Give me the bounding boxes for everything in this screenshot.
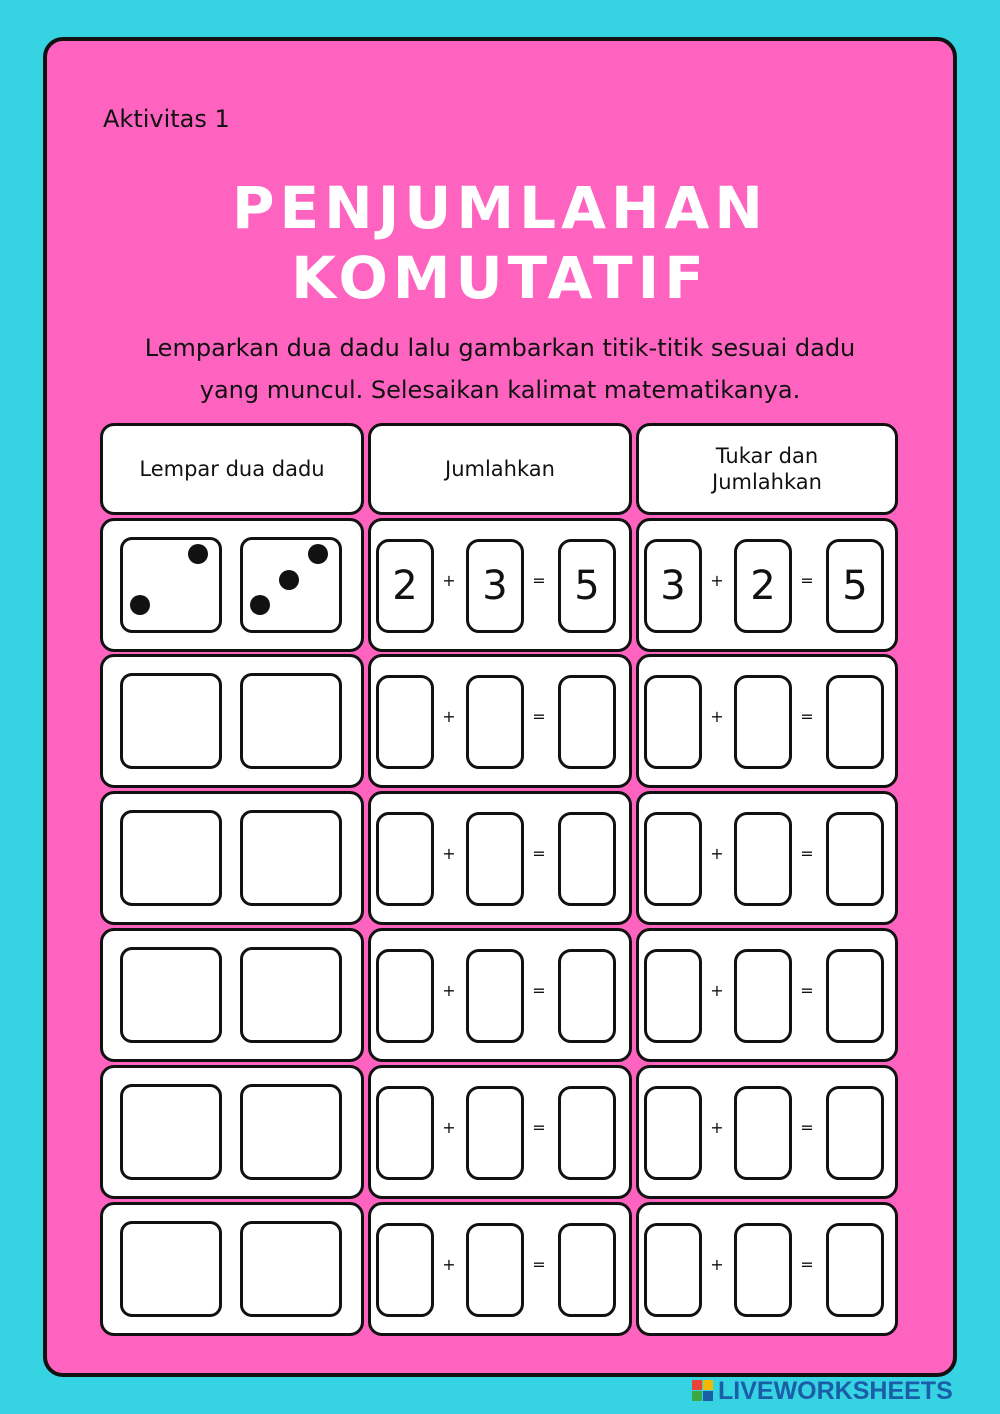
answer-row-4-add-cell bbox=[368, 1065, 632, 1199]
plus-sign: + bbox=[710, 981, 724, 1000]
example-row-dice-cell bbox=[100, 518, 364, 652]
die-pip bbox=[308, 544, 328, 564]
equals-sign: = bbox=[800, 707, 814, 726]
add-number-box[interactable] bbox=[466, 1086, 524, 1180]
plus-sign: + bbox=[442, 1118, 456, 1137]
header-swap-line-1: Tukar dan bbox=[715, 444, 819, 468]
equals-sign: = bbox=[800, 844, 814, 863]
add-number-box[interactable] bbox=[376, 1223, 434, 1317]
swap-number-box[interactable] bbox=[826, 1223, 884, 1317]
die-face bbox=[120, 537, 222, 633]
footer-brand-text: LIVEWORKSHEETS bbox=[718, 1376, 953, 1405]
die-drawing-box[interactable] bbox=[120, 673, 222, 769]
equals-sign: = bbox=[532, 707, 546, 726]
answer-row-4-dice-cell bbox=[100, 1065, 364, 1199]
die-drawing-box[interactable] bbox=[120, 947, 222, 1043]
liveworksheets-logo-icon bbox=[692, 1380, 714, 1402]
answer-row-4-swap-cell bbox=[636, 1065, 898, 1199]
die-drawing-box[interactable] bbox=[240, 1084, 342, 1180]
swap-number-box[interactable] bbox=[734, 1223, 792, 1317]
plus-sign: + bbox=[442, 844, 456, 863]
header-swap-line-2: Jumlahkan bbox=[712, 470, 822, 494]
add-number-box: 5 bbox=[558, 539, 616, 633]
answer-row-3-swap-cell bbox=[636, 928, 898, 1062]
plus-sign: + bbox=[442, 707, 456, 726]
swap-number-box[interactable] bbox=[644, 812, 702, 906]
swap-number-box[interactable] bbox=[644, 949, 702, 1043]
example-row-swap-cell bbox=[636, 518, 898, 652]
title-line-2: KOMUTATIF bbox=[291, 244, 709, 312]
swap-number-box: 5 bbox=[826, 539, 884, 633]
equals-sign: = bbox=[532, 1118, 546, 1137]
swap-number-box[interactable] bbox=[644, 1223, 702, 1317]
answer-row-3-dice-cell bbox=[100, 928, 364, 1062]
instructions-line-2: yang muncul. Selesaikan kalimat matematikanya. bbox=[199, 376, 801, 404]
answer-row-2-dice-cell bbox=[100, 791, 364, 925]
footer-brand bbox=[692, 1376, 953, 1406]
die-drawing-box[interactable] bbox=[120, 1084, 222, 1180]
plus-sign: + bbox=[442, 571, 456, 590]
swap-number-box: 3 bbox=[644, 539, 702, 633]
equals-sign: = bbox=[800, 1118, 814, 1137]
answer-row-2-add-cell bbox=[368, 791, 632, 925]
add-number-box[interactable] bbox=[376, 949, 434, 1043]
swap-number-box[interactable] bbox=[826, 675, 884, 769]
swap-number-box[interactable] bbox=[644, 675, 702, 769]
answer-row-1-dice-cell bbox=[100, 654, 364, 788]
die-pip bbox=[279, 570, 299, 590]
equals-sign: = bbox=[800, 1255, 814, 1274]
activity-label: Aktivitas 1 bbox=[103, 105, 230, 133]
add-number-box[interactable] bbox=[558, 949, 616, 1043]
equals-sign: = bbox=[532, 981, 546, 1000]
answer-row-5-swap-cell bbox=[636, 1202, 898, 1336]
swap-number-box[interactable] bbox=[734, 949, 792, 1043]
swap-number-box[interactable] bbox=[826, 1086, 884, 1180]
header-add-label: Jumlahkan bbox=[445, 457, 555, 481]
die-drawing-box[interactable] bbox=[240, 810, 342, 906]
die-pip bbox=[188, 544, 208, 564]
answer-row-5-dice-cell bbox=[100, 1202, 364, 1336]
header-dice-label: Lempar dua dadu bbox=[139, 457, 325, 481]
equals-sign: = bbox=[532, 571, 546, 590]
die-pip bbox=[130, 595, 150, 615]
die-drawing-box[interactable] bbox=[120, 810, 222, 906]
instructions-line-1: Lemparkan dua dadu lalu gambarkan titik-titik sesuai dadu bbox=[144, 334, 856, 362]
plus-sign: + bbox=[710, 571, 724, 590]
swap-number-box: 2 bbox=[734, 539, 792, 633]
instructions bbox=[47, 327, 953, 411]
example-row-add-cell bbox=[368, 518, 632, 652]
add-number-box[interactable] bbox=[466, 1223, 524, 1317]
add-number-box[interactable] bbox=[376, 812, 434, 906]
plus-sign: + bbox=[710, 844, 724, 863]
plus-sign: + bbox=[442, 1255, 456, 1274]
answer-row-5-add-cell bbox=[368, 1202, 632, 1336]
answer-row-1-add-cell bbox=[368, 654, 632, 788]
equals-sign: = bbox=[532, 1255, 546, 1274]
equals-sign: = bbox=[532, 844, 546, 863]
equals-sign: = bbox=[800, 571, 814, 590]
die-face bbox=[240, 537, 342, 633]
swap-number-box[interactable] bbox=[826, 812, 884, 906]
add-number-box[interactable] bbox=[466, 675, 524, 769]
swap-number-box[interactable] bbox=[644, 1086, 702, 1180]
header-swap bbox=[636, 423, 898, 515]
plus-sign: + bbox=[710, 707, 724, 726]
add-number-box[interactable] bbox=[376, 1086, 434, 1180]
plus-sign: + bbox=[710, 1118, 724, 1137]
swap-number-box[interactable] bbox=[734, 812, 792, 906]
add-number-box[interactable] bbox=[376, 675, 434, 769]
plus-sign: + bbox=[442, 981, 456, 1000]
swap-number-box[interactable] bbox=[734, 1086, 792, 1180]
answer-row-2-swap-cell bbox=[636, 791, 898, 925]
answer-row-3-add-cell bbox=[368, 928, 632, 1062]
plus-sign: + bbox=[710, 1255, 724, 1274]
add-number-box[interactable] bbox=[558, 1223, 616, 1317]
add-number-box[interactable] bbox=[558, 1086, 616, 1180]
die-drawing-box[interactable] bbox=[240, 947, 342, 1043]
add-number-box: 2 bbox=[376, 539, 434, 633]
add-number-box[interactable] bbox=[558, 812, 616, 906]
die-drawing-box[interactable] bbox=[120, 1221, 222, 1317]
swap-number-box[interactable] bbox=[734, 675, 792, 769]
swap-number-box[interactable] bbox=[826, 949, 884, 1043]
die-drawing-box[interactable] bbox=[240, 673, 342, 769]
add-number-box: 3 bbox=[466, 539, 524, 633]
equals-sign: = bbox=[800, 981, 814, 1000]
add-number-box[interactable] bbox=[466, 812, 524, 906]
answer-row-1-swap-cell bbox=[636, 654, 898, 788]
die-drawing-box[interactable] bbox=[240, 1221, 342, 1317]
add-number-box[interactable] bbox=[466, 949, 524, 1043]
die-pip bbox=[250, 595, 270, 615]
add-number-box[interactable] bbox=[558, 675, 616, 769]
header-add bbox=[368, 423, 632, 515]
title-line-1: PENJUMLAHAN bbox=[232, 174, 768, 242]
header-dice bbox=[100, 423, 364, 515]
